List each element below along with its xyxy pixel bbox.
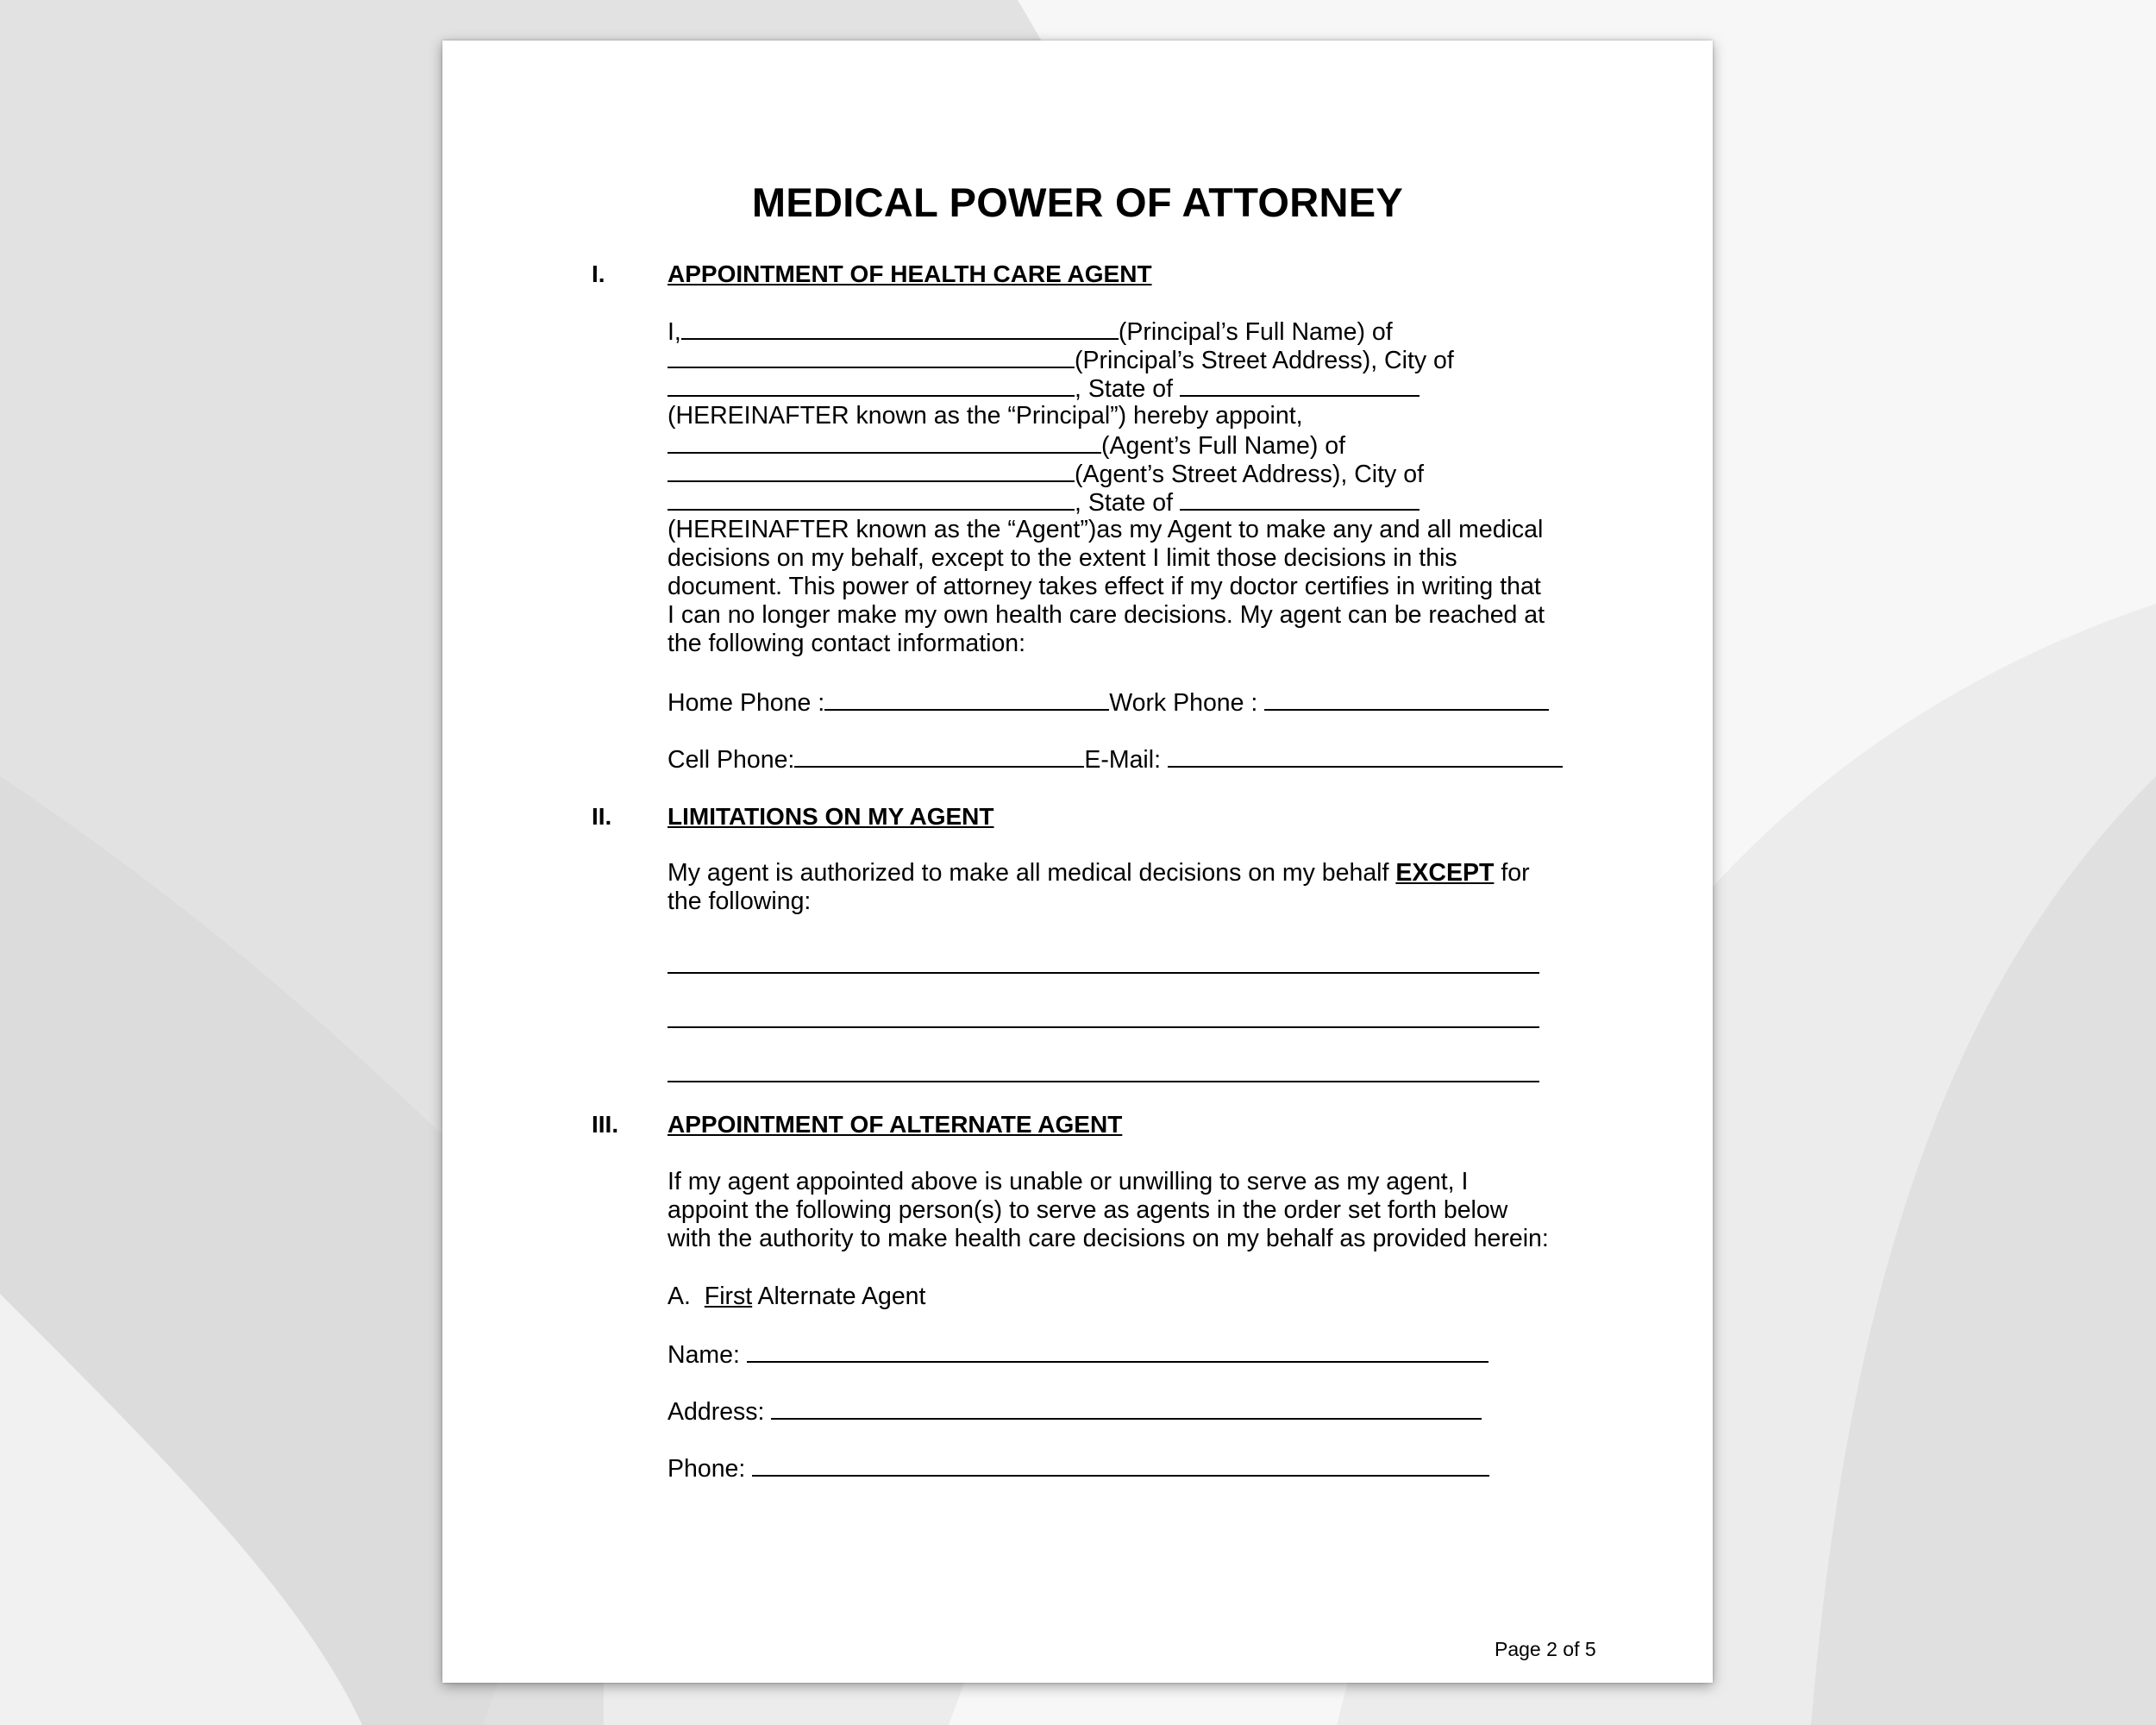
agent-paragraph-line-5: the following contact information: [667,630,1026,657]
agent-name-caption: (Agent’s Full Name) of [1101,432,1345,460]
agent-state-blank[interactable] [1180,487,1420,511]
limitation-blank-3[interactable] [667,1081,1539,1082]
principal-address-caption: (Principal’s Street Address), City of [1075,347,1454,374]
principal-hereinafter: (HEREINAFTER known as the “Principal”) hereby appoint, [667,402,1303,430]
alternate-paragraph-line-2: appoint the following person(s) to serve as agents in the order set forth below [667,1196,1508,1224]
page-number: Page 2 of 5 [1495,1638,1596,1660]
agent-paragraph-line-1: (HEREINAFTER known as the “Agent”)as my Agent to make any and all medical [667,516,1544,543]
section-1-number: I. [592,260,605,287]
document-title: MEDICAL POWER OF ATTORNEY [751,179,1404,225]
agent-address-caption: (Agent’s Street Address), City of [1075,461,1424,488]
agent-paragraph-line-4: I can no longer make my own health care decisions. My agent can be reached at [667,601,1545,629]
agent-name-line [667,430,1345,461]
limitation-blank-2[interactable] [667,1026,1539,1028]
limitations-text-line-1 [667,859,1530,888]
document-page [442,41,1713,1683]
section-2-number: II. [592,803,612,830]
first-emphasis: First [704,1283,753,1310]
agent-city-state-line [667,487,1420,518]
section-2-heading: LIMITATIONS ON MY AGENT [667,803,994,830]
principal-intro: I, [667,318,681,346]
alt-name-label: Name: [667,1341,740,1369]
home-phone-field[interactable] [824,687,1109,711]
agent-city-blank[interactable] [667,487,1075,511]
alternate-paragraph-line-1: If my agent appointed above is unable or unwilling to serve as my agent, I [667,1168,1469,1195]
limitations-text: My agent is authorized to make all medical decisions on my behalf [667,859,1389,887]
agent-paragraph-line-2: decisions on my behalf, except to the extent I limit those decisions in this [667,544,1457,572]
agent-address-blank[interactable] [667,459,1075,482]
alternate-paragraph-line-3: with the authority to make health care decisions on my behalf as provided herein: [667,1225,1549,1252]
limitations-text-line-2: the following: [667,888,812,915]
agent-name-blank[interactable] [667,430,1101,454]
alt-phone-line [667,1453,1489,1484]
except-emphasis: EXCEPT [1395,859,1495,887]
cell-phone-label: Cell Phone: [667,746,795,774]
principal-address-blank[interactable] [667,345,1075,368]
alternate-letter: A. [667,1283,691,1310]
alt-phone-field[interactable] [752,1453,1489,1477]
principal-state-caption: , State of [1075,375,1174,403]
alt-address-field[interactable] [771,1396,1482,1420]
principal-address-line [667,345,1454,375]
cell-phone-field[interactable] [794,744,1084,768]
first-alternate-heading [667,1283,925,1311]
work-phone-label: Work Phone : [1109,689,1258,717]
principal-name-blank[interactable] [681,317,1119,340]
limitations-text-tail: for [1501,859,1530,887]
alt-phone-label: Phone: [667,1455,746,1483]
principal-name-caption: (Principal’s Full Name) of [1118,318,1393,346]
agent-paragraph-line-3: document. This power of attorney takes effect if my doctor certifies in writing that [667,573,1541,600]
alt-name-line [667,1339,1489,1370]
home-phone-label: Home Phone : [667,689,825,717]
alternate-agent-label: Alternate Agent [757,1283,926,1310]
section-3-heading: APPOINTMENT OF ALTERNATE AGENT [667,1111,1123,1138]
alt-address-line [667,1396,1482,1427]
agent-address-line [667,459,1424,489]
limitation-blank-1[interactable] [667,972,1539,974]
cell-email-line [667,744,1563,775]
phone-line [667,687,1549,718]
work-phone-field[interactable] [1264,687,1549,711]
agent-state-caption: , State of [1075,489,1174,517]
email-label: E-Mail: [1084,746,1162,774]
principal-city-blank[interactable] [667,373,1075,397]
principal-state-blank[interactable] [1180,373,1420,397]
principal-city-state-line [667,373,1420,404]
alt-name-field[interactable] [747,1339,1489,1363]
principal-name-line [667,317,1393,347]
alt-address-label: Address: [667,1398,765,1426]
section-3-number: III. [592,1111,619,1138]
section-1-heading: APPOINTMENT OF HEALTH CARE AGENT [667,260,1152,287]
email-field[interactable] [1168,744,1563,768]
